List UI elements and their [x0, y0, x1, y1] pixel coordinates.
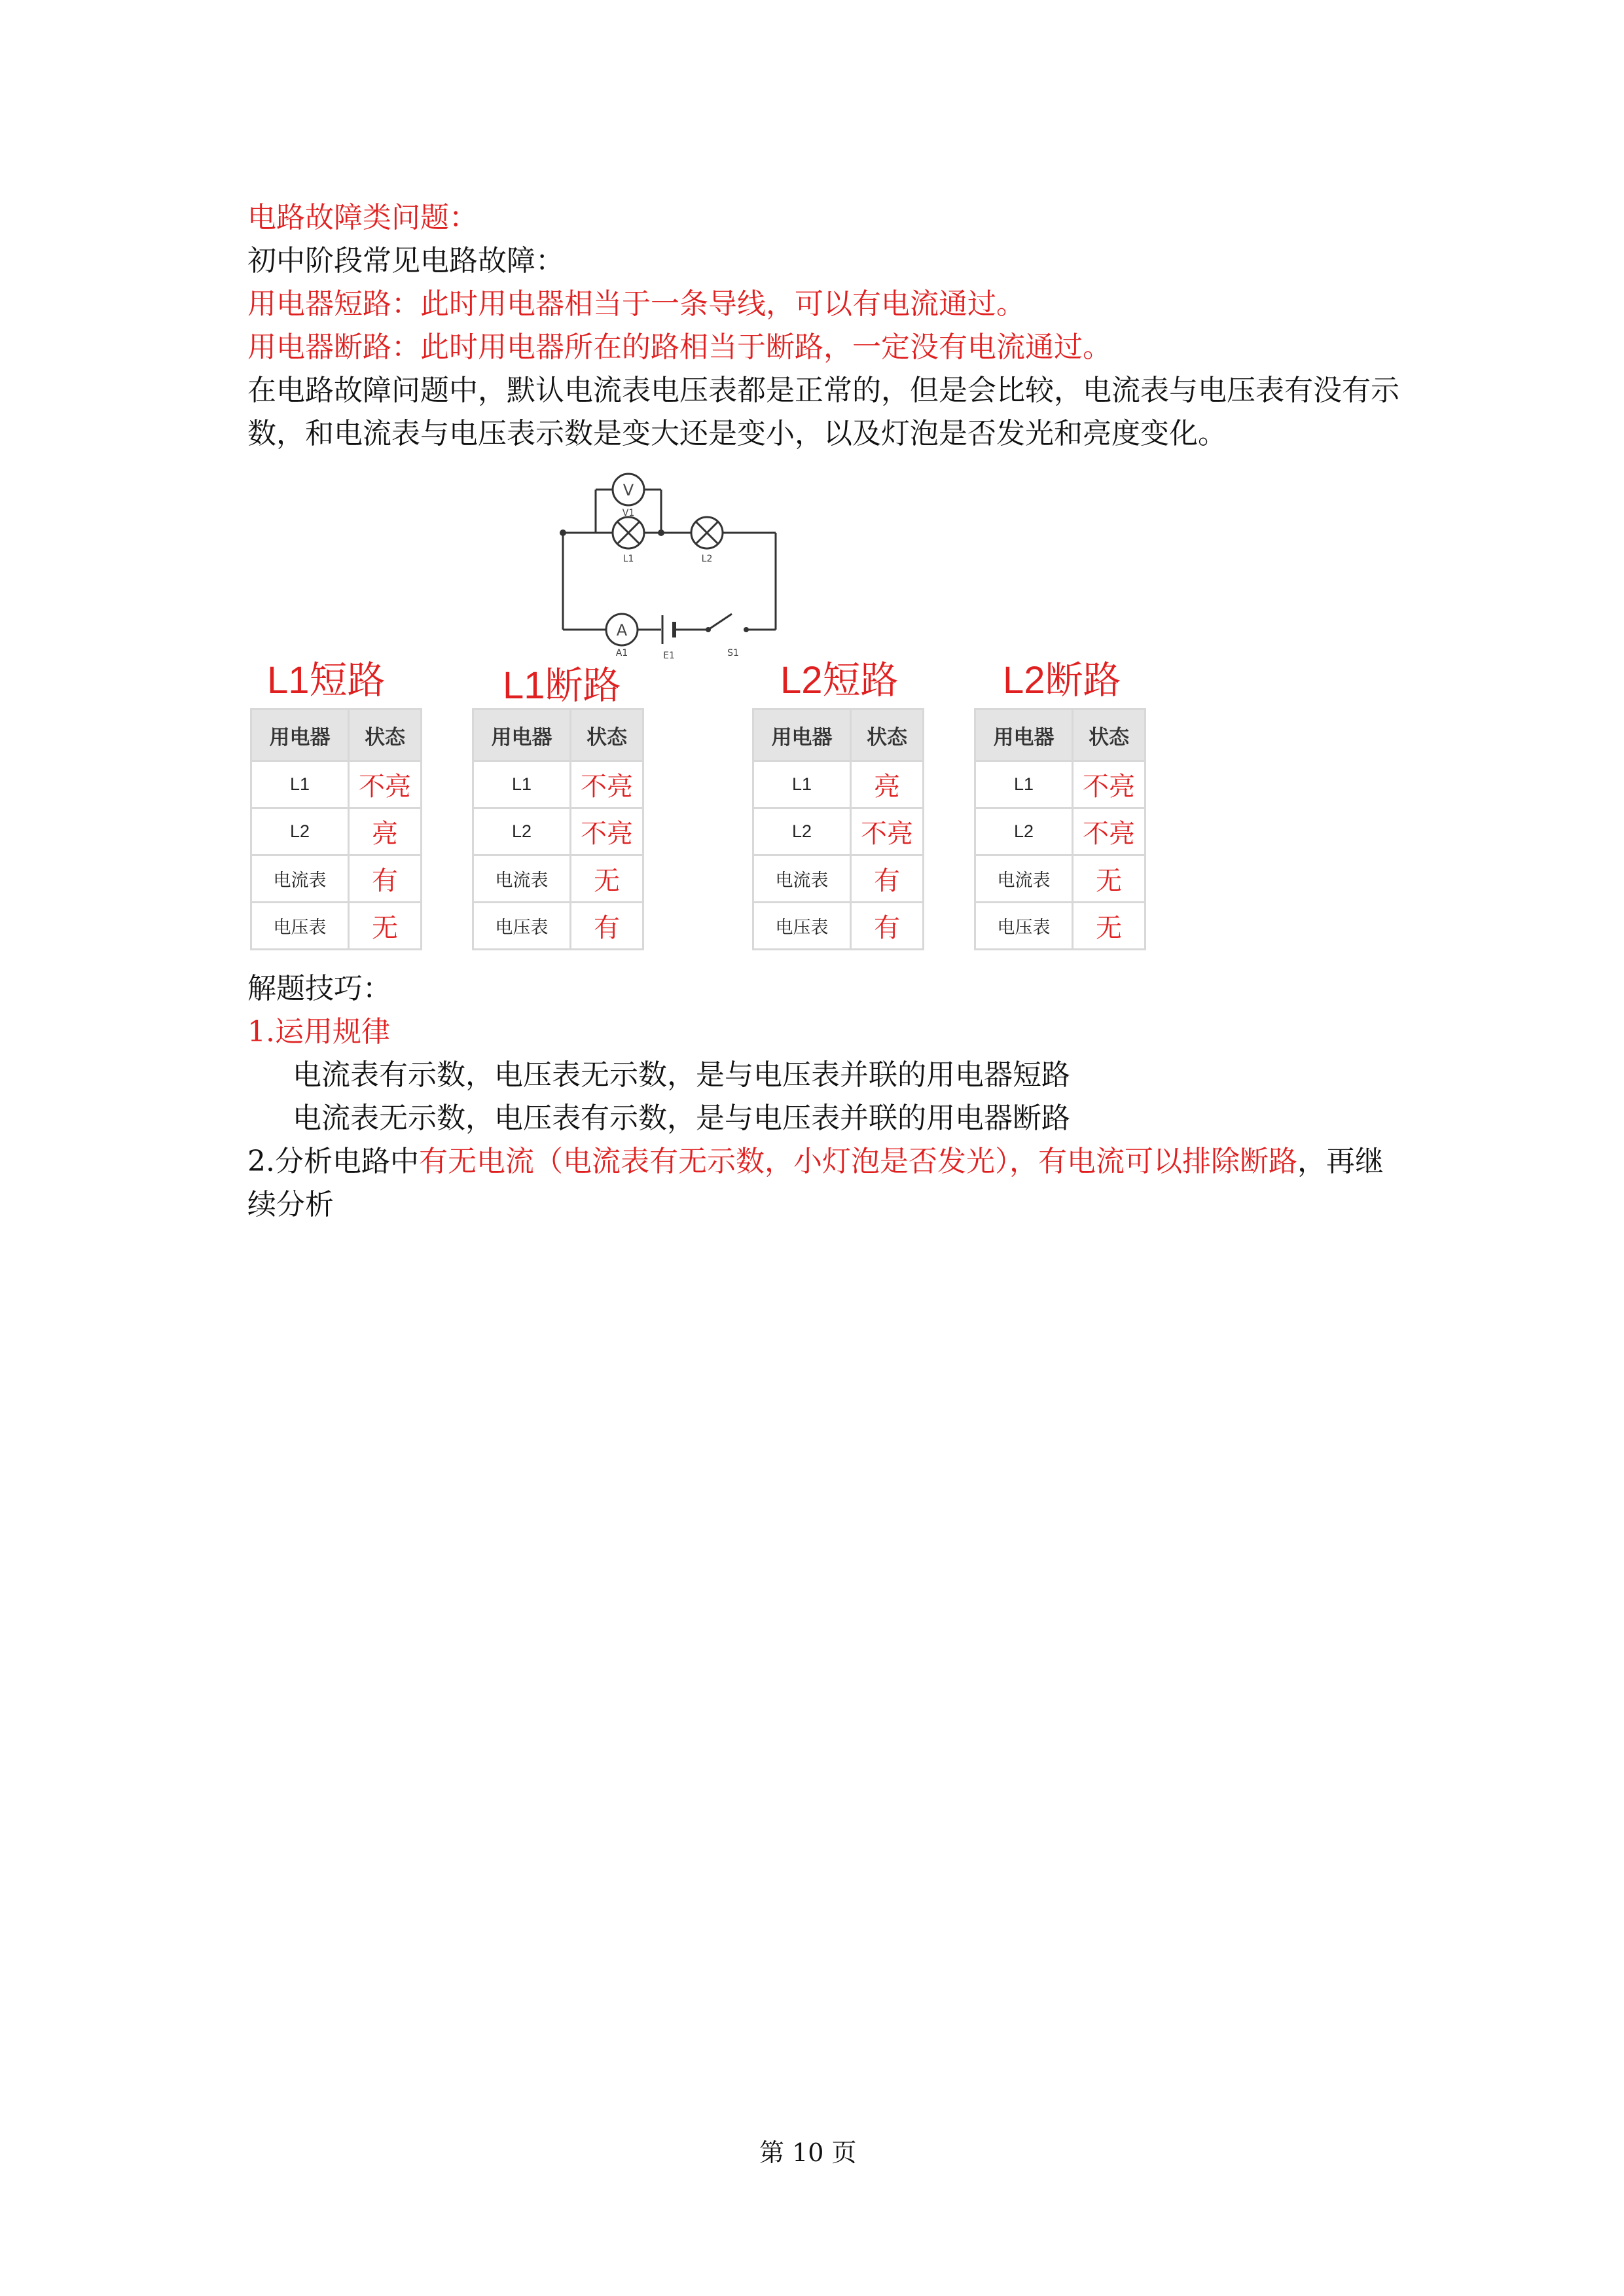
- state-table-l2-open: [974, 708, 1146, 950]
- subheading: 初中阶段常见电路故障：: [247, 244, 564, 278]
- header-state: 状态: [349, 709, 422, 761]
- table-row: L1 不亮: [473, 761, 643, 808]
- state-table-l1-open: [472, 708, 644, 950]
- intro-paragraph-line1: 在电路故障问题中，默认电流表电压表都是正常的，但是会比较，电流表与电压表有没有示: [247, 374, 1399, 407]
- table-row: L2 不亮: [473, 808, 643, 855]
- table-row: L2 不亮: [975, 808, 1146, 855]
- header-device: 用电器: [473, 709, 571, 761]
- label-l1: L1: [623, 554, 634, 564]
- label-s1: S1: [727, 648, 739, 658]
- tips-heading: 解题技巧：: [247, 972, 391, 1005]
- rule-2: 电流表无示数，电压表有示数，是与电压表并联的用电器断路: [293, 1102, 1070, 1135]
- label-v1: V1: [622, 508, 635, 518]
- analysis-prefix: 2.分析电路中: [247, 1145, 419, 1178]
- case-title-l1-short: L1短路: [267, 659, 386, 702]
- label-e1: E1: [663, 651, 675, 661]
- table-row: L2 亮: [251, 808, 422, 855]
- table-row: L1 亮: [753, 761, 924, 808]
- rule-1: 电流表有示数，电压表无示数，是与电压表并联的用电器短路: [293, 1058, 1070, 1092]
- header-device: 用电器: [251, 709, 349, 761]
- analysis-suffix: ，再继: [1297, 1145, 1384, 1178]
- table-row: 电流表 无: [975, 855, 1146, 903]
- header-device: 用电器: [975, 709, 1073, 761]
- analysis-line2: 续分析: [247, 1188, 334, 1221]
- label-a1: A1: [615, 648, 628, 658]
- table-row: L1 不亮: [251, 761, 422, 808]
- header-state: 状态: [571, 709, 643, 761]
- table-row: L1 不亮: [975, 761, 1146, 808]
- table-row: L2 不亮: [753, 808, 924, 855]
- table-row: 电压表 有: [473, 903, 643, 950]
- section-heading: 电路故障类问题：: [247, 201, 478, 234]
- case-title-l2-short: L2短路: [780, 659, 899, 702]
- case-title-l2-open: L2断路: [1003, 659, 1121, 702]
- circuit-diagram: [550, 465, 799, 661]
- state-table-l1-short: [250, 708, 422, 950]
- intro-paragraph-line2: 数，和电流表与电压表示数是变大还是变小，以及灯泡是否发光和亮度变化。: [247, 417, 1227, 450]
- label-l2: L2: [701, 554, 713, 564]
- voltmeter-symbol: V: [623, 481, 634, 499]
- analysis-highlight: 有无电流（电流表有无示数，小灯泡是否发光），有电流可以排除断路: [418, 1145, 1297, 1178]
- page-number: 第 10 页: [759, 2138, 857, 2167]
- table-row: 电流表 有: [251, 855, 422, 903]
- case-title-l1-open: L1断路: [503, 664, 621, 707]
- table-row: 电压表 无: [975, 903, 1146, 950]
- rule-title: 1.运用规律: [247, 1015, 390, 1049]
- table-row: 电压表 无: [251, 903, 422, 950]
- ammeter-symbol: A: [616, 621, 628, 639]
- header-device: 用电器: [753, 709, 851, 761]
- header-state: 状态: [1073, 709, 1146, 761]
- short-circuit-definition: 用电器短路：此时用电器相当于一条导线，可以有电流通过。: [247, 287, 1025, 321]
- state-table-l2-short: [752, 708, 924, 950]
- table-row: 电压表 有: [753, 903, 924, 950]
- table-row: 电流表 有: [753, 855, 924, 903]
- table-row: 电流表 无: [473, 855, 643, 903]
- header-state: 状态: [851, 709, 924, 761]
- open-circuit-definition: 用电器断路：此时用电器所在的路相当于断路，一定没有电流通过。: [247, 331, 1111, 364]
- analysis-line1: [247, 1140, 1384, 1183]
